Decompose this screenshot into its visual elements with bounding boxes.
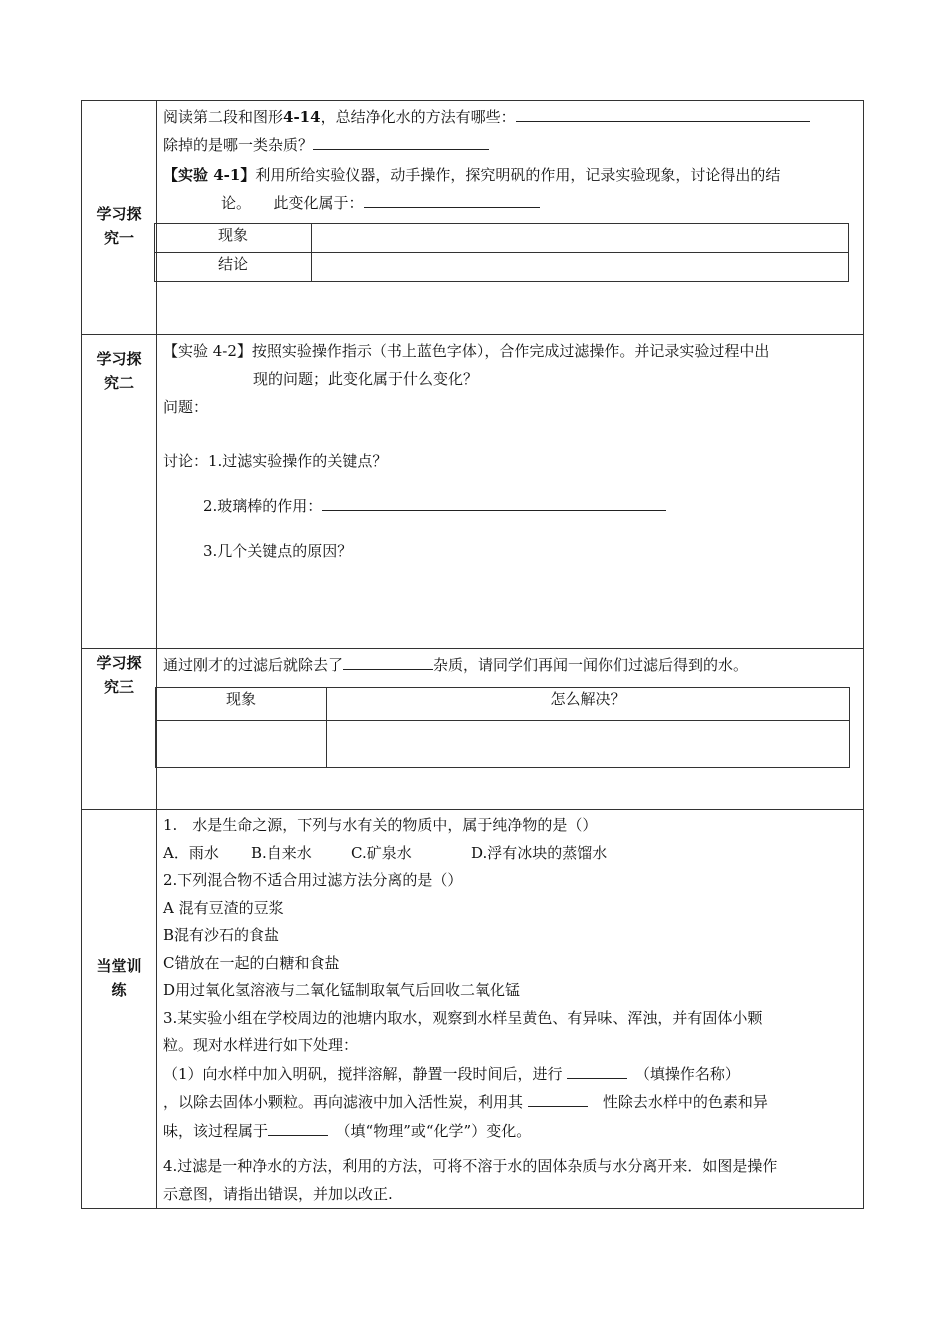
smell-phenomenon-cell[interactable] (156, 721, 327, 768)
section-4-label: 当堂训练 (96, 957, 142, 999)
smell-table: 现象 怎么解决？ (155, 687, 850, 768)
section-3-label: 学习探究三 (96, 654, 142, 696)
blank-glass-rod[interactable] (322, 492, 666, 511)
blank-change-type[interactable] (364, 189, 540, 208)
section-2-content: 【实验 4-2】按照实验操作指示（书上蓝色字体），合作完成过滤操作。并记录实验过程中出 现的问题；此变化属于什么变化？ 问题： 讨论：1.过滤实验操作的关键点？ 2.玻璃棒的作用： 3.几个关键点的原因？ (163, 342, 770, 560)
section-4-row (82, 810, 864, 1209)
smell-solution-cell[interactable] (327, 721, 850, 768)
blank-property[interactable] (528, 1088, 588, 1107)
blank-operation[interactable] (567, 1060, 627, 1079)
blank-methods[interactable] (516, 103, 810, 122)
blank-change[interactable] (268, 1117, 328, 1136)
section-3-content: 通过刚才的过滤后就除去了 杂质，请同学们再闻一闻你们过滤后得到的水。 (157, 649, 863, 679)
phenomenon-cell[interactable] (312, 224, 849, 253)
section-1-row (82, 101, 864, 335)
section-2-label: 学习探究二 (96, 350, 142, 392)
conclusion-cell[interactable] (312, 253, 849, 282)
blank-removed-impurity[interactable] (343, 651, 433, 670)
worksheet-table (81, 100, 864, 1209)
observation-table: 现象 结论 (154, 223, 849, 282)
section-1-content: 阅读第二段和图形4-14，总结净化水的方法有哪些： 除掉的是哪一类杂质？ 【实验 4-1】利用所给实验仪器，动手操作，探究明矾的作用，记录实验现象，讨论得出的结 论。 此变化属于： (83, 101, 863, 217)
section-4-content: 1. 水是生命之源，下列与水有关的物质中，属于纯净物的是（） A．雨水 B.自来水 C.矿泉水 D.浮有冰块的蒸馏水 2.下列混合物不适合用过滤方法分离的是（） A 混有豆渣的豆浆 B混有沙石的食盐 C错放在一起的白糖和食盐 D用过氧化氢溶液与二氧化锰制取氧气后回收二氧化锰 3.某实验小组在学校周边的池塘内取水，观察到水样呈黄色、有异味、浑浊，并有固体小颗 粒。现对水样进行如下处理： （1）向水样中加入明矾，搅拌溶解，静置一段时间后，进行 （填操作名称） ，以除去固体小颗粒。再向滤液中加入活性炭，利用其 性除去水样中的色素和异 味，该过程属于 （填“物理”或“化学”）变化。 4.过滤是一种净水的方法，利用的方法，可将不溶于水的固体杂质与水分离开来．如图是操作 示意图，请指出错误，并加以改正. (163, 816, 778, 1203)
blank-impurity[interactable] (313, 131, 489, 150)
worksheet (81, 100, 864, 1209)
section-3-row (82, 649, 864, 810)
section-1-label: 学习探究一 (96, 205, 142, 247)
section-2-row (82, 335, 864, 649)
